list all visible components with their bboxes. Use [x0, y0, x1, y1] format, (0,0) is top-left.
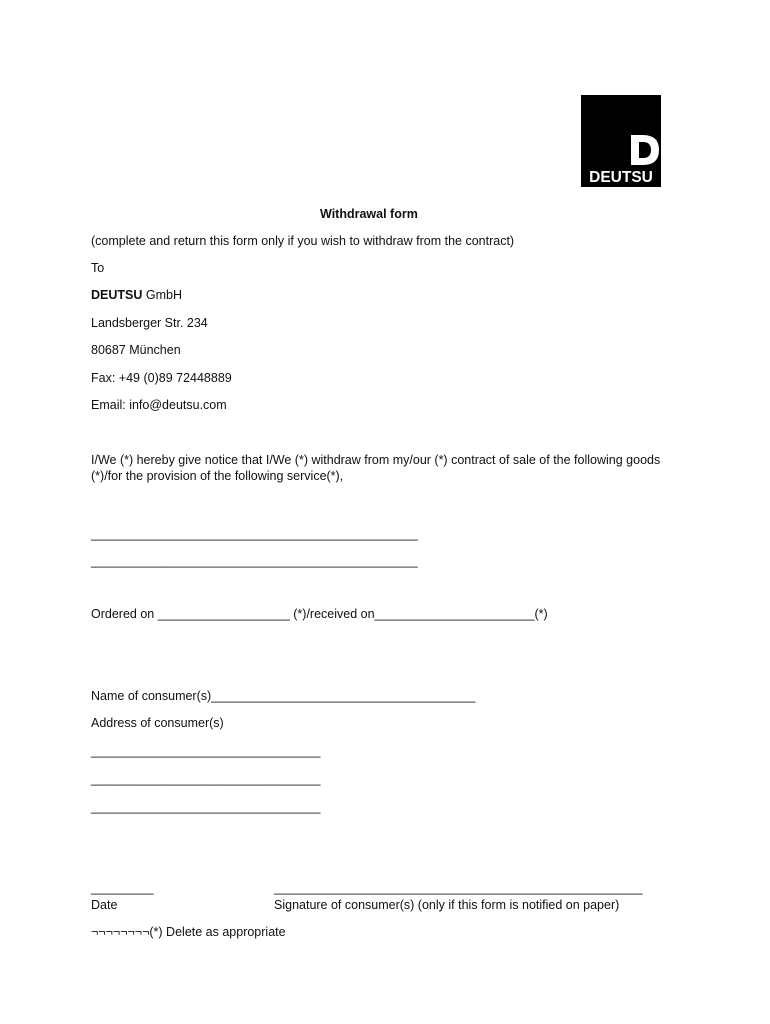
logo-d-icon — [631, 135, 659, 165]
company-name-suffix: GmbH — [142, 288, 182, 302]
date-line[interactable]: _________ — [91, 881, 154, 895]
goods-line-1[interactable]: _______________________________________________ — [91, 527, 418, 541]
address-line-1[interactable]: _________________________________ — [91, 744, 321, 758]
ordered-received-line[interactable]: Ordered on ___________________ (*)/received on_______________________(*) — [91, 607, 548, 621]
form-subtitle: (complete and return this form only if you wish to withdraw from the contract) — [91, 234, 515, 248]
address-line-3[interactable]: _________________________________ — [91, 800, 321, 814]
logo-text: DEUTSU — [589, 169, 653, 186]
signature-line[interactable]: _____________________________________________________ — [274, 881, 643, 895]
email-address: Email: info@deutsu.com — [91, 398, 227, 412]
withdrawal-notice: I/We (*) hereby give notice that I/We (*) withdraw from my/our (*) contract of sale of the following goods (*)/for the provision of the following service(*), — [91, 453, 661, 483]
address-line-2[interactable]: _________________________________ — [91, 772, 321, 786]
goods-line-2[interactable]: _______________________________________________ — [91, 554, 418, 568]
street-address: Landsberger Str. 234 — [91, 316, 208, 330]
footnote: ¬¬¬¬¬¬¬¬(*) Delete as appropriate — [91, 925, 286, 939]
fax-number: Fax: +49 (0)89 72448889 — [91, 371, 232, 385]
form-title: Withdrawal form — [320, 207, 418, 221]
date-label: Date — [91, 898, 118, 912]
to-label: To — [91, 261, 105, 275]
company-name-bold: DEUTSU — [91, 288, 143, 302]
signature-label: Signature of consumer(s) (only if this form is notified on paper) — [274, 898, 620, 912]
consumer-address-label: Address of consumer(s) — [91, 716, 224, 730]
company-name — [91, 287, 182, 303]
deutsu-logo — [581, 95, 661, 187]
city-address: 80687 München — [91, 343, 181, 357]
consumer-name-line[interactable]: Name of consumer(s)______________________________________ — [91, 689, 476, 703]
